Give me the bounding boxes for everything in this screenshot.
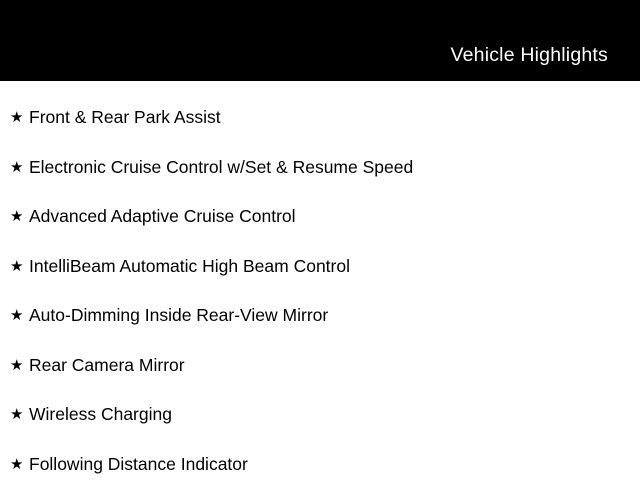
list-item-label: Following Distance Indicator [29, 454, 248, 475]
list-item [0, 192, 640, 242]
header-bar [0, 0, 640, 81]
list-item-label: Auto-Dimming Inside Rear-View Mirror [29, 305, 328, 326]
star-icon: ★ [10, 358, 29, 373]
list-item [0, 341, 640, 391]
list-item-label: IntelliBeam Automatic High Beam Control [29, 256, 350, 277]
star-icon: ★ [10, 308, 29, 323]
star-icon: ★ [10, 457, 29, 472]
list-item [0, 242, 640, 292]
list-item [0, 93, 640, 143]
list-item [0, 143, 640, 193]
page-title: Vehicle Highlights [450, 45, 608, 66]
vehicle-highlights-list [0, 81, 640, 489]
list-item-label: Electronic Cruise Control w/Set & Resume Speed [29, 157, 413, 178]
star-icon: ★ [10, 407, 29, 422]
list-item-label: Rear Camera Mirror [29, 355, 185, 376]
list-item-label: Advanced Adaptive Cruise Control [29, 206, 296, 227]
star-icon: ★ [10, 160, 29, 175]
star-icon: ★ [10, 259, 29, 274]
star-icon: ★ [10, 209, 29, 224]
list-item-label: Wireless Charging [29, 404, 172, 425]
list-item-label: Front & Rear Park Assist [29, 107, 221, 128]
list-item [0, 440, 640, 489]
list-item [0, 390, 640, 440]
list-item [0, 291, 640, 341]
star-icon: ★ [10, 110, 29, 125]
